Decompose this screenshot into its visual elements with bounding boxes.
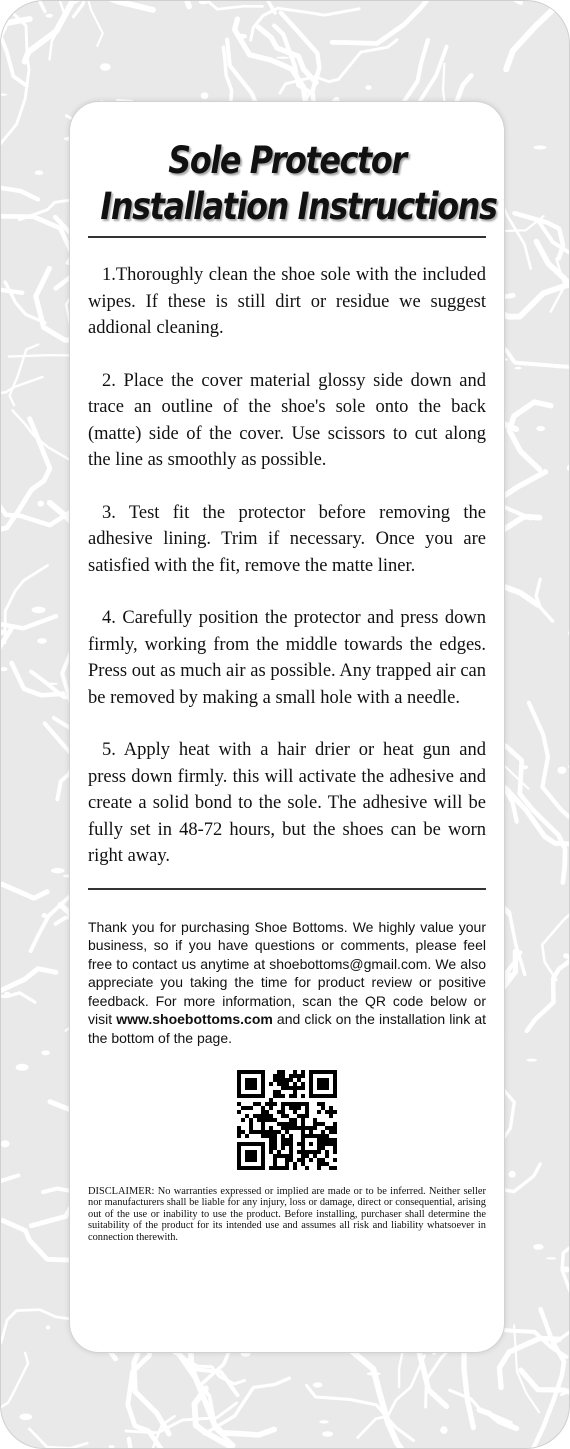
crack-spot: [1, 667, 8, 671]
crack-line: [451, 1, 521, 3]
crack-spot: [201, 92, 209, 99]
crack-spot: [557, 767, 566, 774]
crack-spot: [522, 765, 528, 769]
crack-spot: [42, 913, 48, 918]
crack-spot: [51, 868, 65, 873]
crack-spot: [37, 501, 44, 507]
crack-line: [110, 1439, 146, 1449]
crack-spot: [322, 1431, 333, 1437]
crack-line: [527, 961, 570, 1031]
step-5: 5. Apply heat with a hair drier or heat gun and press down firmly. this will activate the adhesive and create a solid bond to the sole. The adhesive will be fully set in 48-72 hours, but the shoes can be worn right away.: [88, 740, 486, 866]
crack-line: [1, 1, 45, 11]
step-3: 3. Test fit the protector before removing the adhesive lining. Trim if necessary. Once you are satisfied with the fit, remove the matte liner.: [88, 502, 486, 576]
crack-line: [1, 1353, 28, 1411]
crack-line: [1, 27, 27, 86]
step-2: 2. Place the cover material glossy side down and trace an outline of the shoe's sole onto the back (matte) side of the cover. Use scissors to cut along the line as smoothly as possible.: [88, 370, 486, 470]
crack-spot: [109, 1445, 115, 1448]
title-line-2: Installation Instructions: [100, 185, 497, 228]
section-divider: [88, 888, 486, 890]
crack-line: [1, 13, 29, 150]
crack-spot: [367, 1372, 381, 1376]
crack-spot: [509, 1171, 516, 1178]
crack-line: [506, 1, 567, 69]
crack-line: [1, 628, 12, 690]
step-4: 4. Carefully position the protector and press down firmly, working from the middle towards the edges. Press out as much air as possible. Any trapped air can be removed by making a small hole with a needle.: [88, 608, 486, 708]
crack-spot: [546, 1257, 557, 1259]
crack-line: [205, 1378, 290, 1434]
crack-spot: [536, 426, 545, 431]
qr-code-icon[interactable]: [237, 1070, 337, 1170]
page-title: [100, 138, 497, 230]
crack-line: [1, 1175, 18, 1224]
crack-line: [479, 1410, 516, 1429]
crack-spot: [515, 367, 522, 370]
crack-line: [332, 1, 472, 44]
crack-line: [1, 969, 56, 1039]
crack-line: [536, 579, 553, 621]
crack-spot: [534, 146, 547, 150]
crack-line: [29, 1429, 87, 1449]
crack-line: [1, 884, 47, 898]
crack-spot: [533, 1244, 543, 1250]
crack-line: [307, 1385, 414, 1440]
crack-line: [31, 894, 72, 951]
crack-line: [553, 1247, 570, 1344]
crack-spot: [1, 1140, 10, 1147]
crack-line: [542, 899, 570, 980]
thank-you-note: [70, 918, 504, 1048]
crack-line: [450, 1390, 512, 1422]
crack-line: [258, 27, 316, 83]
website-link[interactable]: www.shoebottoms.com: [116, 1011, 273, 1028]
crack-line: [509, 402, 551, 469]
thank-you-text-end: and click on the installation link at the bottom of the page.: [88, 1011, 486, 1047]
crack-line: [10, 345, 39, 406]
crack-spot: [236, 34, 247, 39]
crack-line: [349, 1338, 403, 1449]
instruction-steps: [70, 262, 504, 870]
crack-spot: [46, 1325, 50, 1329]
crack-spot: [46, 14, 53, 18]
thank-you-text: Thank you for purchasing Shoe Bottoms. We highly value your business, so if you have questions or comments, please feel free to contact us anytime at shoebottoms@gmail.com. We also appreciate you taking the time for product review or positive feedback. For more information, scan the QR code below or visit: [88, 918, 486, 1028]
crack-spot: [440, 1426, 447, 1434]
crack-line: [1, 377, 42, 393]
crack-line: [191, 1348, 275, 1435]
crack-spot: [562, 1267, 570, 1273]
disclaimer-text: DISCLAIMER: No warranties expressed or implied are made or to be inferred. Neither seller nor manufacturers shall be liable for any injury, loss or damage, direct or consequential, arising out of the use or inability to use the product. Before installing, purchaser shall determine the suitability of the product for its intended use and assumes all risk and liability whatsoever in connection therewith.: [88, 1185, 486, 1244]
crack-line: [1, 616, 56, 628]
crack-spot: [319, 1420, 329, 1423]
crack-spot: [37, 638, 47, 644]
crack-spot: [4, 992, 10, 996]
title-line-1: Sole Protector: [168, 139, 406, 182]
crack-spot: [100, 63, 111, 70]
crack-spot: [526, 1059, 537, 1062]
crack-line: [501, 200, 531, 268]
crack-line: [1, 993, 35, 1065]
crack-spot: [366, 85, 372, 90]
crack-spot: [35, 170, 43, 175]
qr-code-container: [70, 1070, 504, 1170]
crack-line: [1, 121, 38, 200]
crack-spot: [44, 683, 58, 685]
instruction-card: [69, 101, 505, 1353]
crack-spot: [20, 1414, 33, 1421]
crack-spot: [199, 1, 209, 4]
crack-spot: [16, 1064, 29, 1071]
title-divider: [88, 236, 486, 238]
crack-line: [74, 1, 103, 46]
crack-spot: [276, 57, 289, 59]
crack-spot: [41, 1050, 50, 1055]
crack-spot: [1, 94, 8, 96]
crack-spot: [32, 607, 46, 614]
crack-spot: [313, 1382, 323, 1387]
step-1: 1.Thoroughly clean the shoe sole with the included wipes. If these is still dirt or residue we suggest addional cleaning.: [88, 265, 486, 338]
